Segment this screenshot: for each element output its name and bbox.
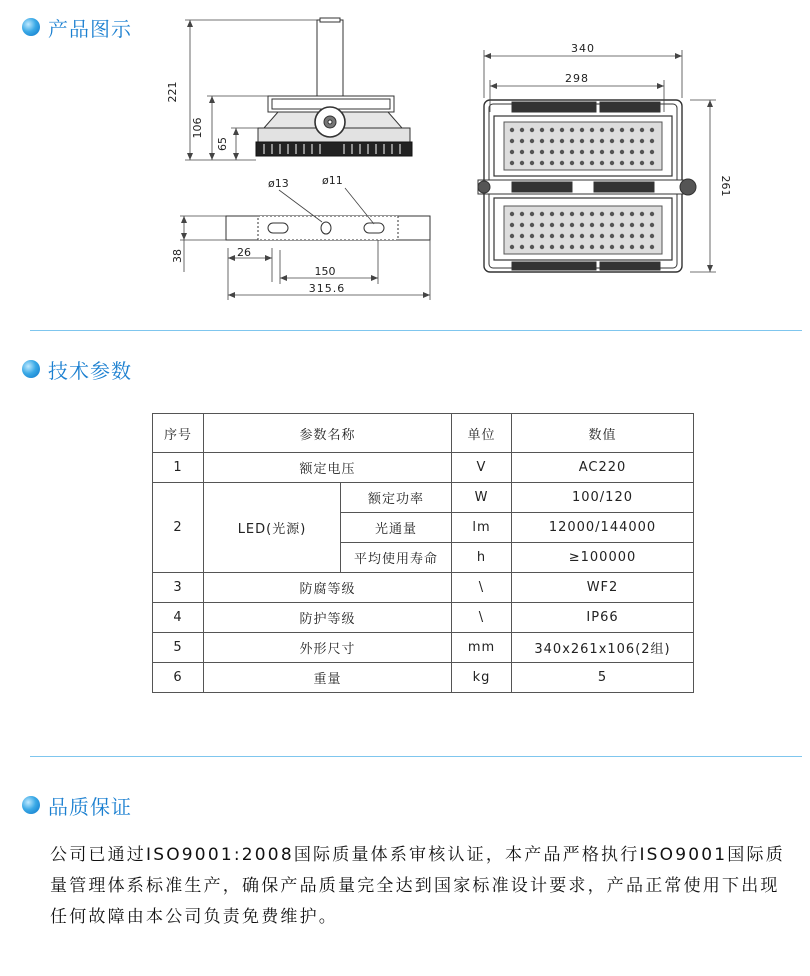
header-cell: 数值 xyxy=(512,414,694,453)
divider xyxy=(30,756,802,757)
header-cell: 参数名称 xyxy=(204,414,452,453)
param-value: AC220 xyxy=(512,453,694,483)
param-unit: \ xyxy=(452,603,512,633)
param-unit: h xyxy=(452,543,512,573)
param-unit: W xyxy=(452,483,512,513)
row-number: 3 xyxy=(153,573,204,603)
param-value: 12000/144000 xyxy=(512,513,694,543)
front-view xyxy=(478,42,732,272)
param-value: IP66 xyxy=(512,603,694,633)
param-value: WF2 xyxy=(512,573,694,603)
dim-hole-11: ø11 xyxy=(322,174,343,187)
section-header-product-drawing xyxy=(22,12,132,42)
divider xyxy=(30,330,802,331)
param-group: LED(光源) xyxy=(204,483,341,573)
param-name: 外形尺寸 xyxy=(204,633,452,663)
param-unit: mm xyxy=(452,633,512,663)
section-title: 技术参数 xyxy=(48,358,132,383)
row-number: 5 xyxy=(153,633,204,663)
dim-261: 261 xyxy=(719,175,732,197)
param-name: 光通量 xyxy=(341,513,452,543)
table-row xyxy=(153,603,694,633)
table-row xyxy=(153,663,694,693)
row-number: 1 xyxy=(153,453,204,483)
header-cell: 单位 xyxy=(452,414,512,453)
param-value: ≥100000 xyxy=(512,543,694,573)
table-header-row xyxy=(153,414,694,453)
quality-statement: 公司已通过ISO9001:2008国际质量体系审核认证，本产品严格执行ISO9001国际质量管理体系标准生产，确保产品质量完全达到国家标准设计要求，产品正常使用下出现任何故障由本公司负责免费维护。 xyxy=(50,845,785,927)
dim-221: 221 xyxy=(166,81,179,103)
bullet-icon xyxy=(22,18,40,36)
param-name: 平均使用寿命 xyxy=(341,543,452,573)
row-number: 4 xyxy=(153,603,204,633)
param-value: 340x261x106(2组) xyxy=(512,633,694,663)
param-name: 防护等级 xyxy=(204,603,452,633)
dim-340: 340 xyxy=(571,42,595,55)
section-title: 产品图示 xyxy=(48,16,132,41)
dim-150: 150 xyxy=(314,265,336,278)
section-header-quality xyxy=(22,790,132,820)
param-name: 防腐等级 xyxy=(204,573,452,603)
dim-298: 298 xyxy=(565,72,589,85)
row-number: 2 xyxy=(153,483,204,573)
side-view xyxy=(166,18,412,160)
param-value: 5 xyxy=(512,663,694,693)
section-title: 品质保证 xyxy=(48,794,132,819)
dim-hole-13: ø13 xyxy=(268,177,289,190)
dim-315-6: 315.6 xyxy=(308,282,346,295)
dim-38: 38 xyxy=(171,249,184,263)
param-name: 重量 xyxy=(204,663,452,693)
table-row xyxy=(153,483,694,513)
param-value: 100/120 xyxy=(512,483,694,513)
row-number: 6 xyxy=(153,663,204,693)
bullet-icon xyxy=(22,796,40,814)
bullet-icon xyxy=(22,360,40,378)
param-unit: \ xyxy=(452,573,512,603)
table-row xyxy=(153,633,694,663)
table-row xyxy=(153,453,694,483)
header-cell: 序号 xyxy=(153,414,204,453)
param-name: 额定功率 xyxy=(341,483,452,513)
table-row xyxy=(153,573,694,603)
bracket-view xyxy=(171,174,430,300)
section-header-tech-params xyxy=(22,354,132,384)
dim-26: 26 xyxy=(237,246,251,259)
param-unit: V xyxy=(452,453,512,483)
technical-drawing xyxy=(150,10,730,310)
dim-106: 106 xyxy=(191,117,204,139)
param-unit: kg xyxy=(452,663,512,693)
dim-65: 65 xyxy=(216,137,229,151)
parameters-table xyxy=(152,413,694,693)
param-name: 额定电压 xyxy=(204,453,452,483)
param-unit: lm xyxy=(452,513,512,543)
